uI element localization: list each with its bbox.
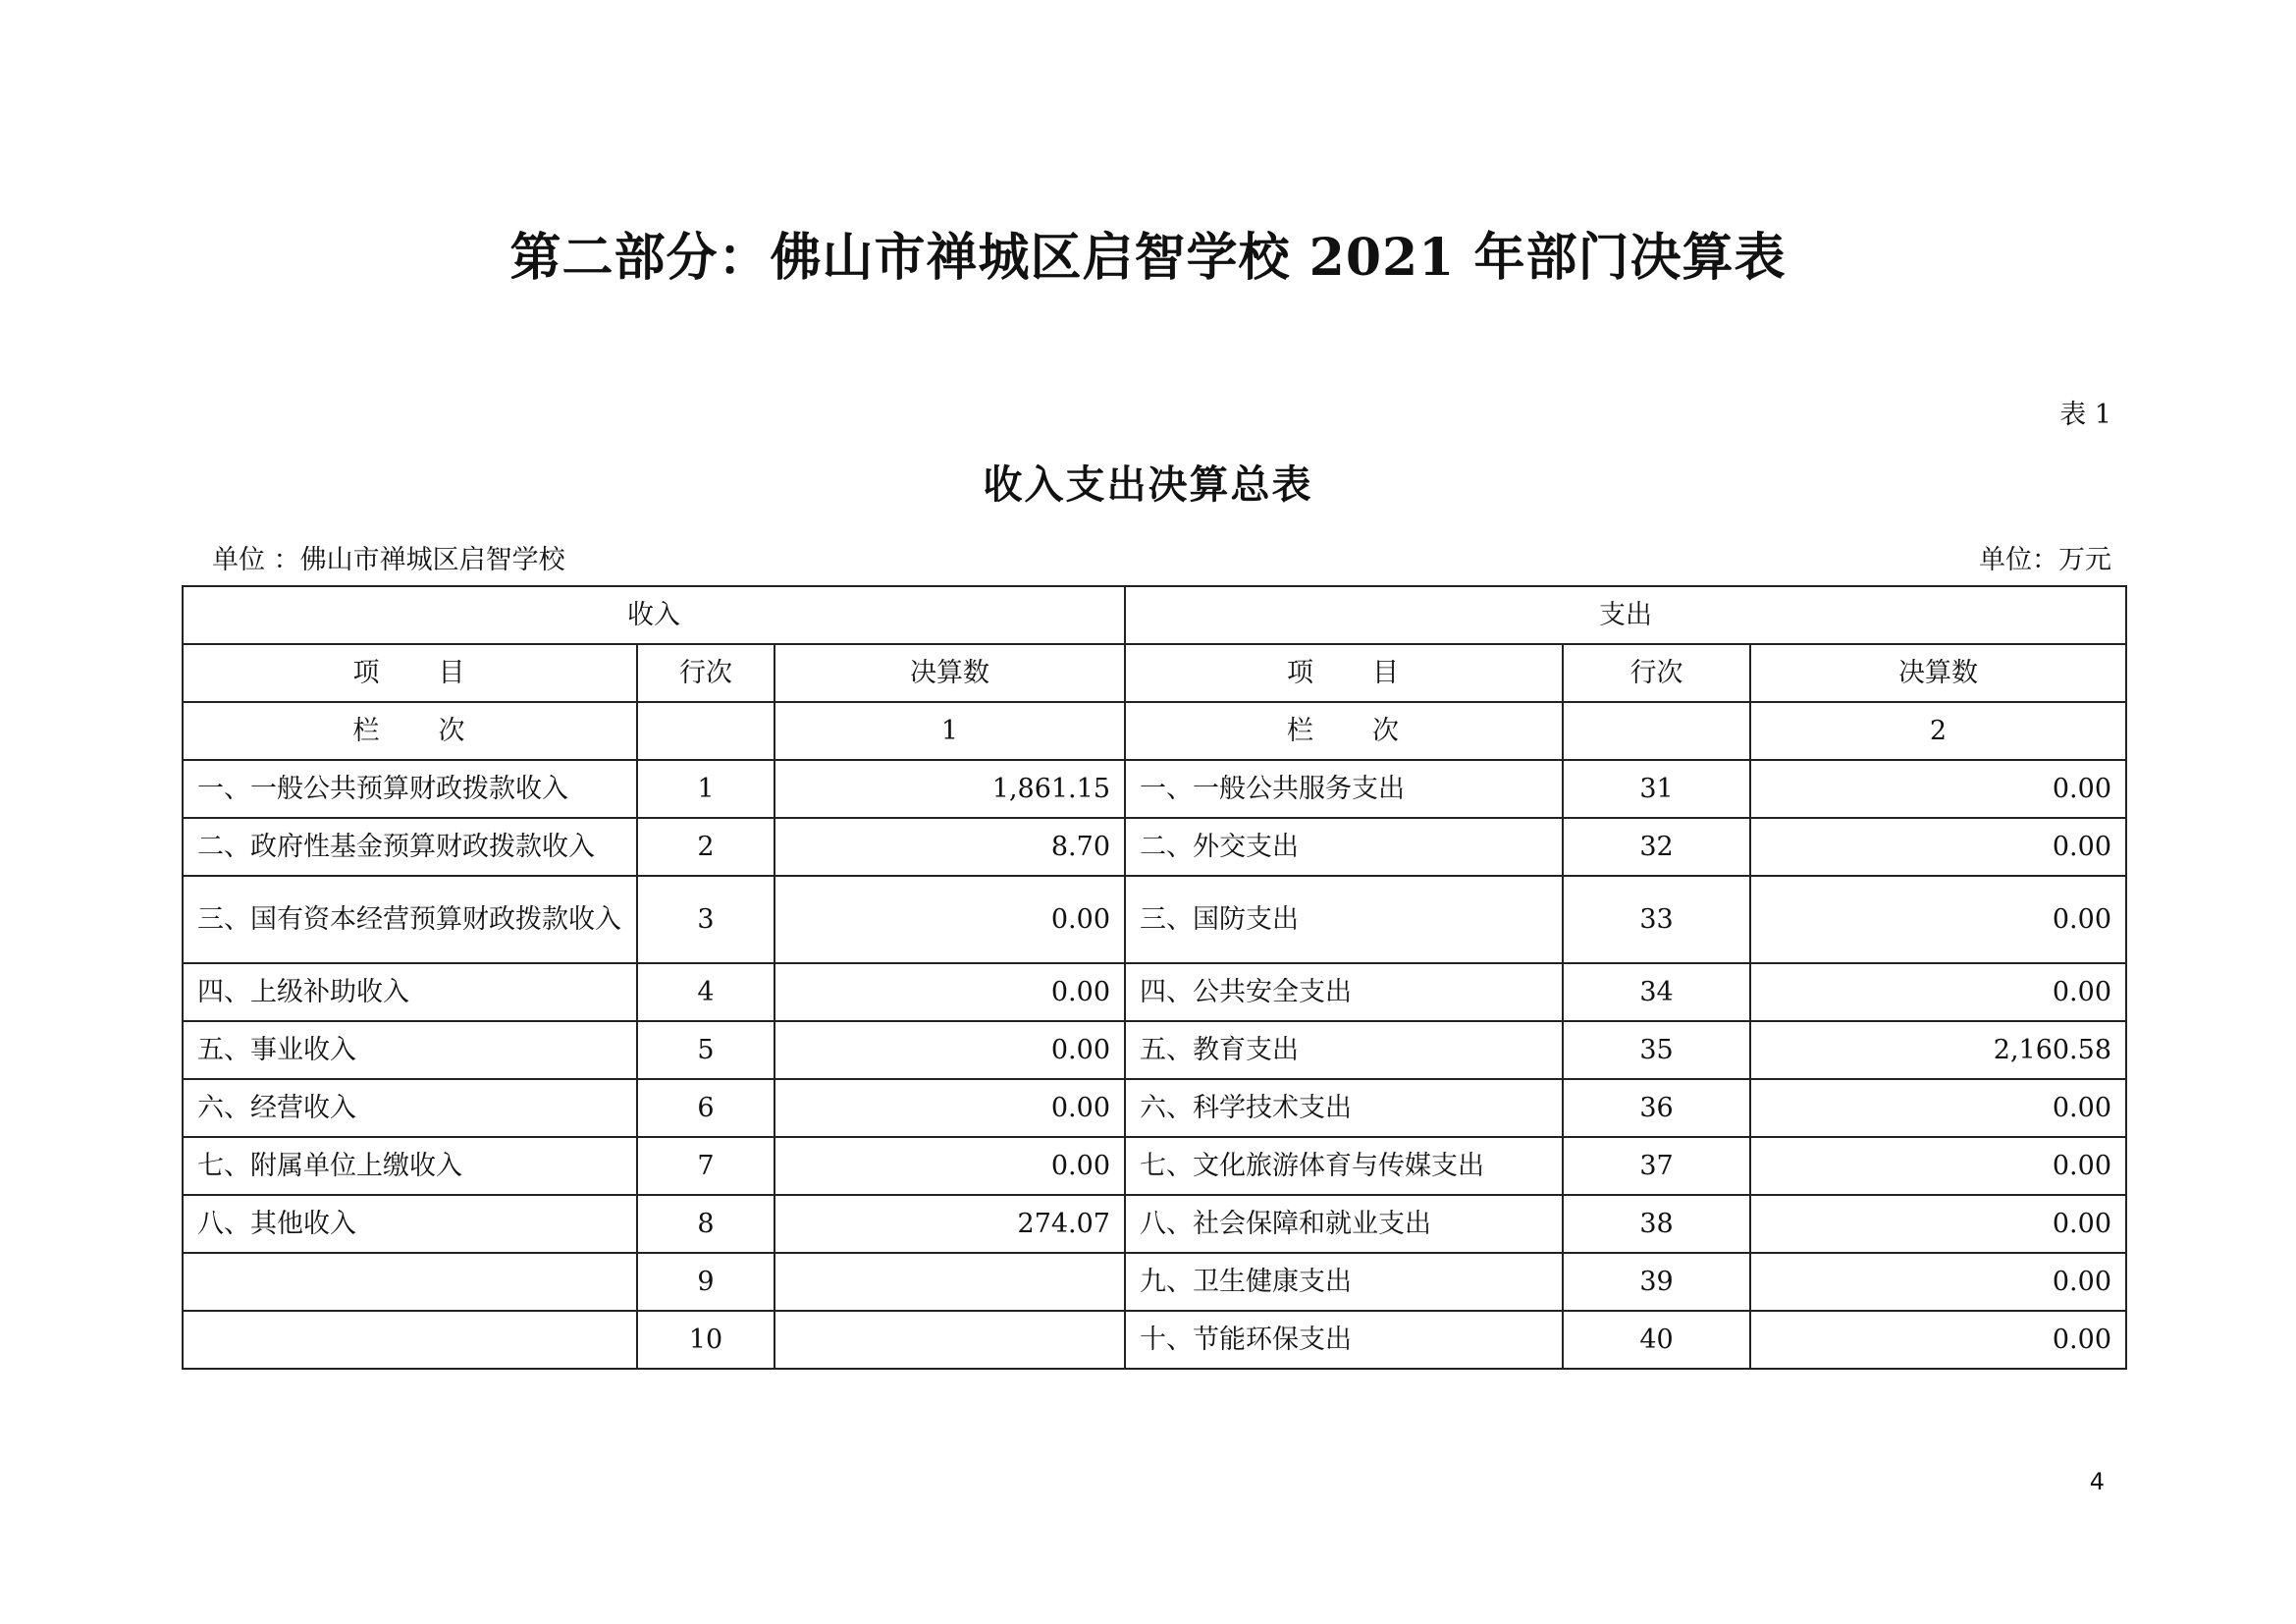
income-line-cell: 2 [637,818,774,876]
table-row [183,1311,2126,1369]
table-row [183,1137,2126,1195]
expense-column-index: 2 [1750,702,2126,760]
expense-line-cell: 33 [1563,876,1750,963]
expense-line-cell: 31 [1563,760,1750,818]
expense-amount-cell: 0.00 [1750,876,2126,963]
income-section-header: 收入 [183,586,1125,644]
expense-line-cell: 32 [1563,818,1750,876]
income-line-header: 行次 [637,644,774,702]
income-line-index [637,702,774,760]
table-row [183,1253,2126,1311]
expense-amount-cell: 0.00 [1750,963,2126,1021]
expense-amount-cell: 0.00 [1750,1311,2126,1369]
income-item-cell: 六、经营收入 [183,1079,637,1137]
income-column-index: 1 [774,702,1125,760]
expense-line-cell: 35 [1563,1021,1750,1079]
expense-item-cell: 十、节能环保支出 [1125,1311,1563,1369]
income-item-cell: 七、附属单位上缴收入 [183,1137,637,1195]
income-item-cell: 三、国有资本经营预算财政拨款收入 [183,876,637,963]
income-amount-cell [774,1311,1125,1369]
expense-line-cell: 38 [1563,1195,1750,1253]
income-line-cell: 8 [637,1195,774,1253]
income-amount-cell: 274.07 [774,1195,1125,1253]
income-amount-cell: 0.00 [774,1079,1125,1137]
income-amount-cell: 0.00 [774,876,1125,963]
income-item-cell: 四、上级补助收入 [183,963,637,1021]
expense-item-cell: 四、公共安全支出 [1125,963,1563,1021]
income-amount-cell: 0.00 [774,1137,1125,1195]
expense-amount-cell: 0.00 [1750,1253,2126,1311]
income-line-cell: 1 [637,760,774,818]
expense-section-header: 支出 [1125,586,2126,644]
expense-item-header: 项 目 [1125,644,1563,702]
table-number: 表 1 [2059,400,2111,430]
income-amount-cell: 0.00 [774,963,1125,1021]
income-line-cell: 3 [637,876,774,963]
income-item-cell [183,1253,637,1311]
table-row [183,818,2126,876]
expense-item-cell: 九、卫生健康支出 [1125,1253,1563,1311]
page-number: 4 [2089,1468,2105,1495]
expense-amount-cell: 0.00 [1750,818,2126,876]
table-row [183,963,2126,1021]
income-line-cell: 9 [637,1253,774,1311]
expense-line-cell: 39 [1563,1253,1750,1311]
expense-line-header: 行次 [1563,644,1750,702]
expense-amount-cell: 0.00 [1750,1137,2126,1195]
expense-line-cell: 40 [1563,1311,1750,1369]
expense-amount-cell: 2,160.58 [1750,1021,2126,1079]
column-header-row [183,644,2126,702]
income-item-cell: 二、政府性基金预算财政拨款收入 [183,818,637,876]
income-amount-cell: 0.00 [774,1021,1125,1079]
column-index-row [183,702,2126,760]
section-header-row [183,586,2126,644]
income-line-cell: 6 [637,1079,774,1137]
income-amount-cell: 1,861.15 [774,760,1125,818]
expense-item-cell: 六、科学技术支出 [1125,1079,1563,1137]
table-row [183,1195,2126,1253]
expense-column-label: 栏 次 [1125,702,1563,760]
expense-amount-header: 决算数 [1750,644,2126,702]
expense-line-cell: 34 [1563,963,1750,1021]
income-item-cell [183,1311,637,1369]
expense-amount-cell: 0.00 [1750,760,2126,818]
income-line-cell: 7 [637,1137,774,1195]
expense-item-cell: 七、文化旅游体育与传媒支出 [1125,1137,1563,1195]
table-row [183,1021,2126,1079]
expense-line-cell: 37 [1563,1137,1750,1195]
expense-amount-cell: 0.00 [1750,1079,2126,1137]
expense-item-cell: 三、国防支出 [1125,876,1563,963]
income-amount-cell: 8.70 [774,818,1125,876]
income-item-header: 项 目 [183,644,637,702]
income-line-cell: 10 [637,1311,774,1369]
income-expense-table [182,585,2127,1370]
currency-unit: 单位：万元 [1979,545,2111,575]
table-row [183,760,2126,818]
expense-item-cell: 一、一般公共服务支出 [1125,760,1563,818]
expense-line-index [1563,702,1750,760]
expense-item-cell: 二、外交支出 [1125,818,1563,876]
income-column-label: 栏 次 [183,702,637,760]
income-item-cell: 五、事业收入 [183,1021,637,1079]
income-amount-cell [774,1253,1125,1311]
table-row [183,876,2126,963]
expense-line-cell: 36 [1563,1079,1750,1137]
table-row [183,1079,2126,1137]
expense-amount-cell: 0.00 [1750,1195,2126,1253]
page-title: 第二部分：佛山市禅城区启智学校 2021 年部门决算表 [509,228,1787,288]
income-line-cell: 4 [637,963,774,1021]
table-title: 收入支出决算总表 [983,461,1313,508]
reporting-unit: 单位 ：佛山市禅城区启智学校 [212,545,565,575]
income-line-cell: 5 [637,1021,774,1079]
income-item-cell: 一、一般公共预算财政拨款收入 [183,760,637,818]
income-amount-header: 决算数 [774,644,1125,702]
expense-item-cell: 五、教育支出 [1125,1021,1563,1079]
expense-item-cell: 八、社会保障和就业支出 [1125,1195,1563,1253]
income-item-cell: 八、其他收入 [183,1195,637,1253]
